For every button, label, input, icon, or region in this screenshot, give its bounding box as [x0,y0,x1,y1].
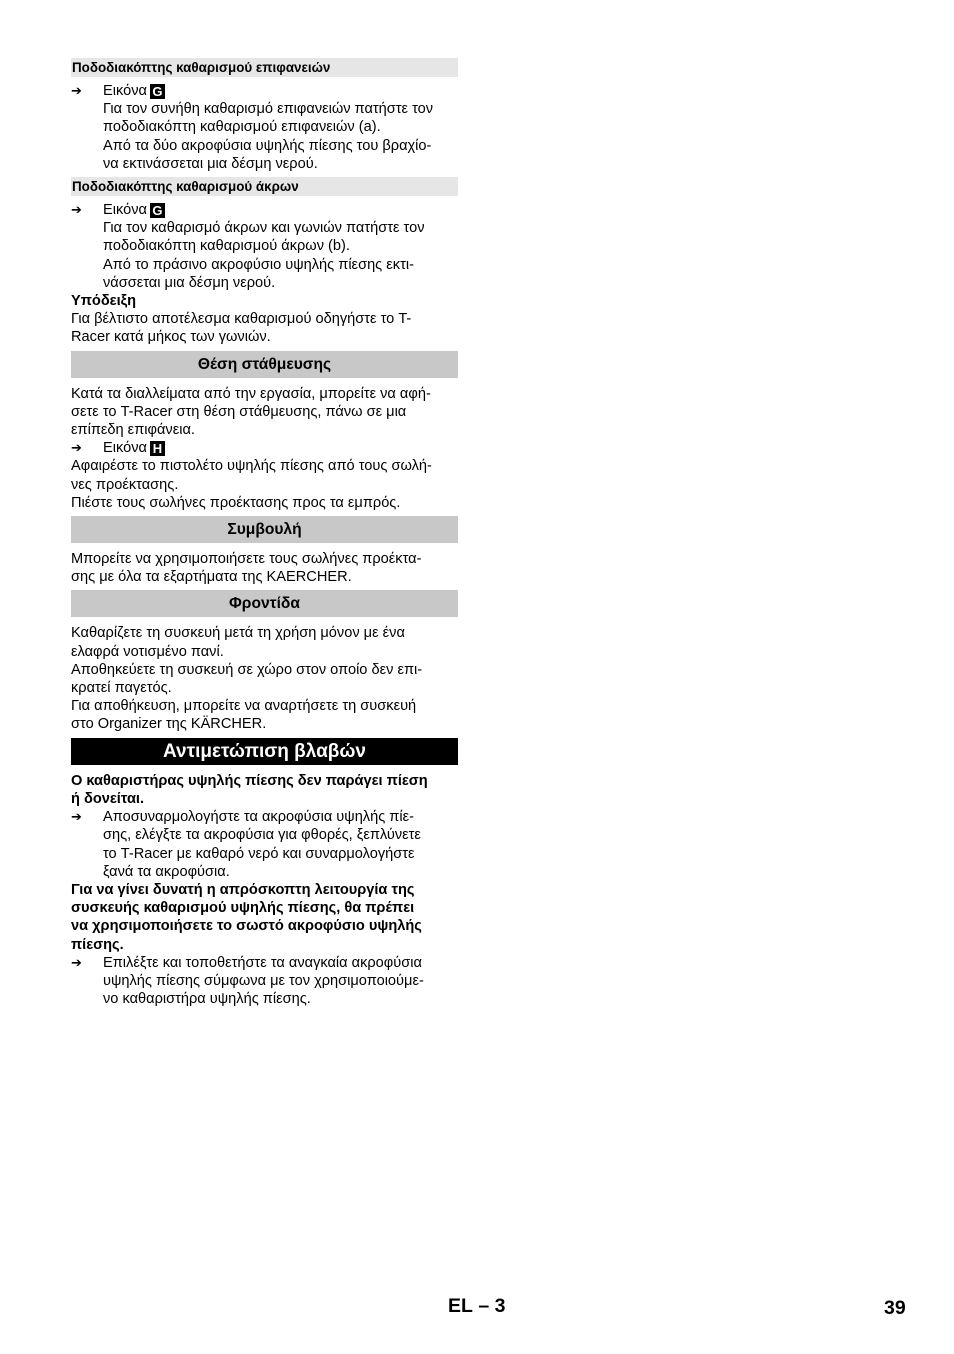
text-line: Μπορείτε να χρησιμοποιήσετε τους σωλήνες προέκτα- [71,551,422,568]
text-line: νες προέκτασης. [71,476,179,493]
figure-label: Εικόνα [103,440,147,457]
chapter-heading-troubleshooting: Αντιμετώπιση βλαβών [71,738,458,765]
text-line: ξανά τα ακροφύσια. [103,863,230,880]
arrow-right-icon: ➔ [71,954,82,970]
text-line: Για να γίνει δυνατή η απρόσκοπτη λειτουργία της [71,881,415,898]
step-text [71,100,458,173]
text-line: σης, ελέγξτε τα ακροφύσια για φθορές, ξεπλύνετε [103,827,421,844]
text-line: ελαφρά νοτισμένο πανί. [71,643,224,660]
text-line: νάσσεται μια δέσμη νερού. [103,274,276,291]
text-line: Από τα δύο ακροφύσια υψηλής πίεσης του βραχίο- [103,137,432,154]
text-line: Ο καθαριστήρας υψηλής πίεσης δεν παράγει πίεση [71,772,428,789]
text-line: Για αποθήκευση, μπορείτε να αναρτήσετε τη συσκευή [71,698,417,715]
text-line: να εκτινάσσεται μια δέσμη νερού. [103,155,318,172]
text-line: Για βέλτιστο αποτέλεσμα καθαρισμού οδηγήστε το T- [71,311,412,328]
text-line: στο Organizer της KÄRCHER. [71,716,267,733]
text-line: ποδοδιακόπτη καθαρισμού επιφανειών (a). [103,119,381,136]
step-item [71,82,458,100]
section-heading-tip: Συμβουλή [71,516,458,543]
text-line: επίπεδη επιφάνεια. [71,422,195,439]
subheading-edge-pedal: Ποδοδιακόπτης καθαρισμού άκρων [71,177,458,196]
text-line: Πιέστε τους σωλήνες προέκτασης προς τα εμπρός. [71,494,401,511]
text-line: υψηλής πίεσης σύμφωνα με τον χρησιμοποιούμε- [103,972,424,989]
text-line: κρατεί παγετός. [71,680,172,697]
step-item [71,201,458,219]
text-line: Καθαρίζετε τη συσκευή μετά τη χρήση μόνον με ένα [71,625,405,642]
text-line: να χρησιμοποιήσετε το σωστό ακροφύσιο υψηλής [71,918,422,935]
step-item [71,808,458,881]
text-line: ή δονείται. [71,790,145,807]
footer-language-code: EL – 3 [448,1295,506,1317]
step-text [71,219,458,292]
text-line: Από το πράσινο ακροφύσιο υψηλής πίεσης εκτι- [103,256,414,273]
text-line: Για τον καθαρισμό άκρων και γωνιών πατήστε τον [103,220,425,237]
text-line: Επιλέξτε και τοποθετήστε τα αναγκαία ακροφύσια [103,954,422,971]
step-item [71,954,458,1009]
text-line: ποδοδιακόπτη καθαρισμού άκρων (b). [103,238,350,255]
text-line: Racer κατά μήκος των γωνιών. [71,329,271,346]
text-line: Αποσυναρμολογήστε τα ακροφύσια υψηλής πίε- [103,809,414,826]
text-line: Αφαιρέστε το πιστολέτο υψηλής πίεσης από τους σωλή- [71,458,432,475]
section-heading-care: Φροντίδα [71,590,458,617]
text-column [71,58,458,1008]
text-line: Για τον συνήθη καθαρισμό επιφανειών πατήστε τον [103,101,434,118]
text-line: το T-Racer με καθαρό νερό και συναρμολογήστε [103,845,415,862]
figure-label: Εικόνα [103,202,147,219]
text-line: συσκευής καθαρισμού υψηλής πίεσης, θα πρέπει [71,900,415,917]
figure-letter-badge: G [150,84,165,99]
arrow-right-icon: ➔ [71,809,82,825]
arrow-right-icon: ➔ [71,440,82,456]
note-title: Υπόδειξη [71,293,137,310]
text-line: νο καθαριστήρα υψηλής πίεσης. [103,991,311,1008]
page-number: 39 [884,1297,906,1319]
step-item [71,439,458,457]
text-line: Αποθηκεύετε τη συσκευή σε χώρο στον οποίο δεν επι- [71,661,423,678]
subheading-surface-pedal: Ποδοδιακόπτης καθαρισμού επιφανειών [71,58,458,77]
arrow-right-icon: ➔ [71,83,82,98]
text-line: σετε το T-Racer στη θέση στάθμευσης, πάνω σε μια [71,403,407,420]
section-heading-parking: Θέση στάθμευσης [71,351,458,378]
figure-label: Εικόνα [103,83,147,99]
figure-letter-badge: H [150,441,165,456]
figure-letter-badge: G [150,203,165,218]
text-line: Κατά τα διαλλείματα από την εργασία, μπορείτε να αφή- [71,385,431,402]
text-line: πίεσης. [71,936,124,953]
arrow-right-icon: ➔ [71,202,82,218]
text-line: σης με όλα τα εξαρτήματα της KAERCHER. [71,569,352,586]
